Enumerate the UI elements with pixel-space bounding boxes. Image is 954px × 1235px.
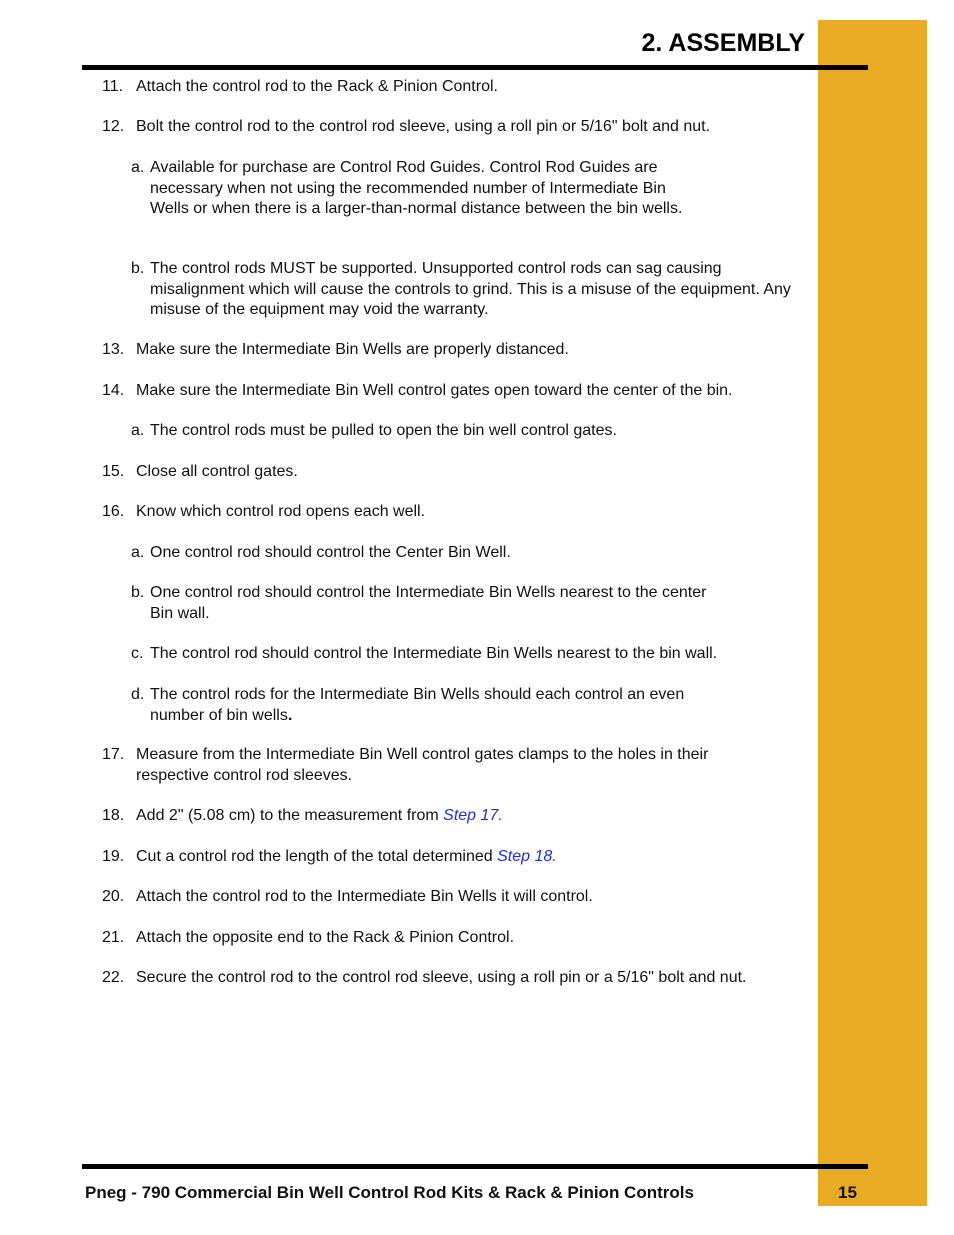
step-text: Secure the control rod to the control rod sleeve, using a roll pin or a 5/16" bolt and nut. <box>136 969 747 986</box>
substep-label: a. <box>131 159 145 176</box>
step-number: 12. <box>102 118 125 135</box>
substep-text: Available for purchase are Control Rod Guides. Control Rod Guides are necessary when not using the recommended number of Intermediate Bin Wells or when there is a larger-than-normal distance between the bin wells. <box>150 159 683 217</box>
step-end-period: . <box>498 807 503 824</box>
step-number: 11. <box>102 78 124 95</box>
step-body: Add 2" (5.08 cm) to the measurement from <box>136 807 444 824</box>
step-number: 21. <box>102 929 125 946</box>
step-13 <box>102 340 802 361</box>
substep-text: The control rods must be pulled to open the bin well control gates. <box>150 422 617 439</box>
substep-text <box>150 685 731 726</box>
step-text: Know which control rod opens each well. <box>136 503 426 520</box>
substep-label: b. <box>131 584 145 601</box>
footer-title: Pneg - 790 Commercial Bin Well Control Rod Kits & Rack & Pinion Controls <box>85 1183 694 1202</box>
substep-12a <box>131 158 701 220</box>
step-number: 17. <box>102 746 125 763</box>
step-text: Make sure the Intermediate Bin Wells are properly distanced. <box>136 341 569 358</box>
substep-16a <box>131 543 811 564</box>
step-number: 14. <box>102 382 125 399</box>
step-19 <box>102 847 802 868</box>
section-title: 2. ASSEMBLY <box>641 29 805 57</box>
substep-label: d. <box>131 686 145 703</box>
step-text <box>136 806 802 827</box>
step-text: Bolt the control rod to the control rod sleeve, using a roll pin or 5/16" bolt and nut. <box>136 118 711 135</box>
step-18 <box>102 806 802 827</box>
substep-14a <box>131 421 811 442</box>
substep-body: The control rods for the Intermediate Bin Wells should each control an even number of bin wells <box>150 686 685 724</box>
step-text: Make sure the Intermediate Bin Well control gates open toward the center of the bin. <box>136 382 733 399</box>
substep-text: One control rod should control the Center Bin Well. <box>150 544 511 561</box>
substep-text: One control rod should control the Intermediate Bin Wells nearest to the center Bin wall. <box>150 584 707 622</box>
footer-rule <box>82 1164 868 1169</box>
step-17-link[interactable]: Step 17 <box>443 807 499 824</box>
step-15 <box>102 462 802 483</box>
substep-16d <box>131 685 731 726</box>
step-12 <box>102 117 802 138</box>
step-number: 15. <box>102 463 125 480</box>
step-number: 22. <box>102 969 125 986</box>
step-text: Measure from the Intermediate Bin Well control gates clamps to the holes in their respective control rod sleeves. <box>136 746 709 784</box>
substep-16b <box>131 583 711 624</box>
step-text: Close all control gates. <box>136 463 298 480</box>
step-14 <box>102 381 802 402</box>
step-number: 13. <box>102 341 125 358</box>
substep-end-period: . <box>287 706 293 724</box>
substep-16c <box>131 644 811 665</box>
step-number: 16. <box>102 503 125 520</box>
step-20 <box>102 887 802 908</box>
step-text: Attach the opposite end to the Rack & Pinion Control. <box>136 929 515 946</box>
section-color-bar <box>818 20 927 1206</box>
step-text <box>136 847 802 868</box>
substep-label: b. <box>131 260 145 277</box>
substep-label: c. <box>131 645 144 662</box>
substep-text: The control rod should control the Intermediate Bin Wells nearest to the bin wall. <box>150 645 718 662</box>
step-11 <box>102 77 802 98</box>
step-number: 18. <box>102 807 125 824</box>
step-number: 20. <box>102 888 125 905</box>
page-number: 15 <box>838 1183 857 1202</box>
step-text: Attach the control rod to the Intermediate Bin Wells it will control. <box>136 888 593 905</box>
step-18-link[interactable]: Step 18. <box>497 848 557 865</box>
substep-label: a. <box>131 422 145 439</box>
step-number: 19. <box>102 848 125 865</box>
step-22 <box>102 968 802 989</box>
substep-12b <box>131 259 811 321</box>
substep-text: The control rods MUST be supported. Unsupported control rods can sag causing misalignment which will cause the controls to grind. This is a misuse of the equipment. Any misuse of the equipment may void the warranty. <box>150 260 791 318</box>
step-text: Attach the control rod to the Rack & Pinion Control. <box>136 78 498 95</box>
step-21 <box>102 928 802 949</box>
step-body: Cut a control rod the length of the total determined <box>136 848 498 865</box>
step-16 <box>102 502 802 523</box>
step-17 <box>102 745 762 786</box>
substep-label: a. <box>131 544 145 561</box>
